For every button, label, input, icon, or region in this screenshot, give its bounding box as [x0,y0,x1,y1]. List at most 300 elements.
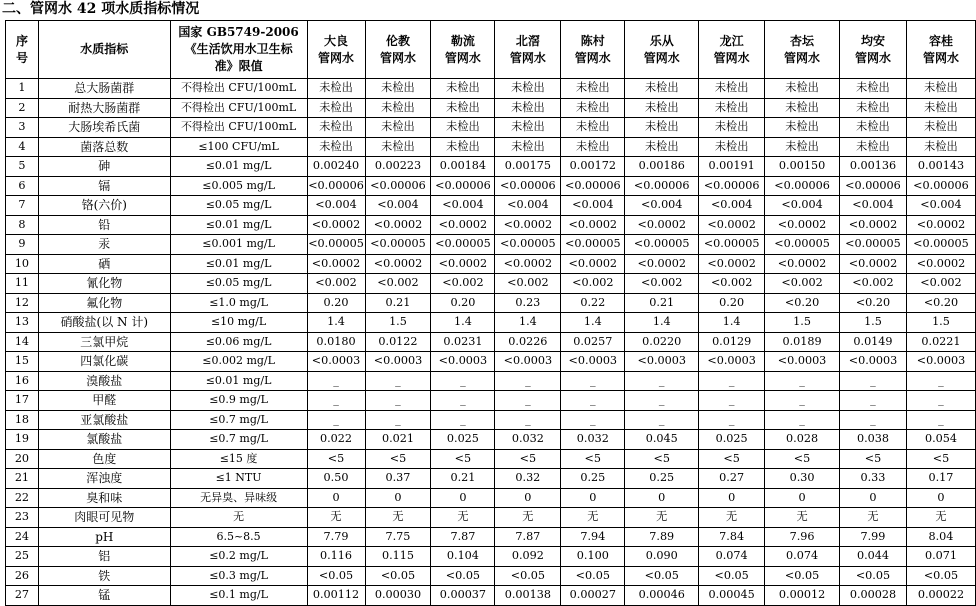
measured-value: 0 [625,488,699,508]
measured-value: 0.0149 [840,332,907,352]
measured-value: <0.0002 [840,215,907,235]
row-number: 4 [6,137,39,157]
measured-value: <0.0003 [840,352,907,372]
measured-value: _ [495,410,561,430]
standard-limit: ≤0.7 mg/L [170,410,307,430]
standard-limit: ≤0.7 mg/L [170,430,307,450]
measured-value: 未检出 [625,98,699,118]
measured-value: 0.20 [699,293,765,313]
measured-value: 0 [495,488,561,508]
measured-value: <5 [765,449,840,469]
measured-value: 未检出 [431,79,495,99]
indicator-name: 锰 [38,586,170,606]
standard-limit: ≤0.06 mg/L [170,332,307,352]
measured-value: 7.84 [699,527,765,547]
measured-value: <0.20 [840,293,907,313]
row-number: 12 [6,293,39,313]
measured-value: 1.4 [307,313,365,333]
measured-value: <0.0002 [699,254,765,274]
table-row [6,118,976,138]
measured-value: _ [625,410,699,430]
measured-value: <0.002 [495,274,561,294]
measured-value: 7.96 [765,527,840,547]
measured-value: <0.0003 [906,352,975,372]
measured-value: <0.0002 [561,254,625,274]
standard-limit: ≤0.01 mg/L [170,254,307,274]
row-number: 16 [6,371,39,391]
measured-value: 1.5 [906,313,975,333]
header-site: 陈村 管网水 [561,21,625,79]
measured-value: 0.25 [625,469,699,489]
indicator-name: 铬(六价) [38,196,170,216]
measured-value: _ [561,410,625,430]
measured-value: 0.37 [365,469,431,489]
measured-value: 1.4 [561,313,625,333]
indicator-name: 三氯甲烷 [38,332,170,352]
measured-value: <0.0003 [765,352,840,372]
header-site: 均安 管网水 [840,21,907,79]
measured-value: 未检出 [495,98,561,118]
water-quality-table [5,20,976,606]
measured-value: 1.5 [365,313,431,333]
measured-value: <5 [906,449,975,469]
measured-value: 0 [307,488,365,508]
indicator-name: 氰化物 [38,274,170,294]
measured-value: <0.05 [699,566,765,586]
measured-value: 未检出 [307,118,365,138]
standard-limit: ≤0.05 mg/L [170,196,307,216]
measured-value: 0.038 [840,430,907,450]
indicator-name: 四氯化碳 [38,352,170,372]
measured-value: 0.0180 [307,332,365,352]
table-row [6,566,976,586]
measured-value: 未检出 [699,79,765,99]
standard-limit: ≤0.2 mg/L [170,547,307,567]
measured-value: _ [561,371,625,391]
measured-value: <5 [495,449,561,469]
table-row [6,430,976,450]
row-number: 9 [6,235,39,255]
measured-value: 未检出 [699,118,765,138]
measured-value: 1.4 [699,313,765,333]
measured-value: 未检出 [906,118,975,138]
measured-value: 0.092 [495,547,561,567]
measured-value: 未检出 [840,137,907,157]
measured-value: 0.090 [625,547,699,567]
measured-value: 未检出 [625,118,699,138]
measured-value: 无 [625,508,699,528]
measured-value: 0.074 [765,547,840,567]
measured-value: <0.0003 [365,352,431,372]
measured-value: 0.032 [495,430,561,450]
indicator-name: 氯酸盐 [38,430,170,450]
measured-value: 0.00143 [906,157,975,177]
measured-value: 0.00186 [625,157,699,177]
measured-value: <0.05 [840,566,907,586]
measured-value: <0.0002 [495,254,561,274]
measured-value: 7.79 [307,527,365,547]
measured-value: 0.074 [699,547,765,567]
row-number: 7 [6,196,39,216]
table-row [6,586,976,606]
measured-value: <0.002 [431,274,495,294]
row-number: 19 [6,430,39,450]
measured-value: <0.0002 [307,215,365,235]
measured-value: <5 [561,449,625,469]
measured-value: _ [699,371,765,391]
measured-value: <0.0003 [307,352,365,372]
measured-value: <0.004 [561,196,625,216]
indicator-name: 铁 [38,566,170,586]
table-row [6,293,976,313]
indicator-name: 浑浊度 [38,469,170,489]
measured-value: <0.0002 [765,254,840,274]
header-standard: 国家 GB5749-2006 《生活饮用水卫生标 准》限值 [170,21,307,79]
measured-value: 未检出 [561,137,625,157]
row-number: 22 [6,488,39,508]
measured-value: 0.0189 [765,332,840,352]
row-number: 18 [6,410,39,430]
measured-value: <0.002 [561,274,625,294]
header-site: 龙江 管网水 [699,21,765,79]
measured-value: 0.00223 [365,157,431,177]
measured-value: 0.23 [495,293,561,313]
table-row [6,137,976,157]
measured-value: <0.002 [365,274,431,294]
measured-value: <0.002 [699,274,765,294]
row-number: 27 [6,586,39,606]
measured-value: <0.00005 [365,235,431,255]
measured-value: _ [495,391,561,411]
measured-value: <0.0002 [765,215,840,235]
measured-value: <0.00005 [840,235,907,255]
table-row [6,391,976,411]
measured-value: <0.00005 [431,235,495,255]
measured-value: <0.05 [906,566,975,586]
indicator-name: 臭和味 [38,488,170,508]
measured-value: <0.004 [625,196,699,216]
measured-value: 未检出 [365,137,431,157]
measured-value: 0.104 [431,547,495,567]
measured-value: <5 [307,449,365,469]
measured-value: 未检出 [431,118,495,138]
measured-value: 未检出 [365,79,431,99]
measured-value: <0.002 [840,274,907,294]
measured-value: <0.004 [307,196,365,216]
header-site: 勒流 管网水 [431,21,495,79]
measured-value: 无 [906,508,975,528]
table-row [6,79,976,99]
indicator-name: pH [38,527,170,547]
measured-value: _ [431,391,495,411]
measured-value: <0.05 [365,566,431,586]
measured-value: 未检出 [840,98,907,118]
measured-value: 0.00046 [625,586,699,606]
measured-value: 未检出 [906,98,975,118]
measured-value: 0.21 [365,293,431,313]
table-row [6,352,976,372]
measured-value: 0.0231 [431,332,495,352]
measured-value: _ [906,391,975,411]
measured-value: _ [765,371,840,391]
measured-value: <0.00005 [561,235,625,255]
measured-value: 未检出 [765,79,840,99]
indicator-name: 硒 [38,254,170,274]
measured-value: 无 [307,508,365,528]
indicator-name: 铅 [38,215,170,235]
row-number: 2 [6,98,39,118]
measured-value: 7.94 [561,527,625,547]
measured-value: 未检出 [906,137,975,157]
measured-value: <0.004 [431,196,495,216]
measured-value: 0 [840,488,907,508]
table-row [6,196,976,216]
measured-value: 未检出 [840,118,907,138]
standard-limit: ≤0.9 mg/L [170,391,307,411]
measured-value: <0.0002 [431,254,495,274]
measured-value: 未检出 [365,118,431,138]
table-row [6,332,976,352]
measured-value: 7.99 [840,527,907,547]
measured-value: _ [431,371,495,391]
measured-value: 无 [840,508,907,528]
measured-value: 未检出 [625,137,699,157]
measured-value: 0.0220 [625,332,699,352]
table-row [6,254,976,274]
measured-value: 无 [495,508,561,528]
indicator-name: 汞 [38,235,170,255]
measured-value: 0.21 [625,293,699,313]
measured-value: <0.0002 [431,215,495,235]
table-row [6,313,976,333]
measured-value: <0.05 [431,566,495,586]
measured-value: <0.00006 [307,176,365,196]
measured-value: <5 [365,449,431,469]
row-number: 3 [6,118,39,138]
measured-value: 0.025 [431,430,495,450]
measured-value: 未检出 [840,79,907,99]
table-row [6,527,976,547]
measured-value: 未检出 [765,98,840,118]
row-number: 21 [6,469,39,489]
measured-value: 0.27 [699,469,765,489]
measured-value: 0.00112 [307,586,365,606]
indicator-name: 甲醛 [38,391,170,411]
table-row [6,547,976,567]
measured-value: 无 [699,508,765,528]
measured-value: 7.87 [495,527,561,547]
measured-value: 7.75 [365,527,431,547]
measured-value: _ [699,410,765,430]
measured-value: 0 [561,488,625,508]
measured-value: 0.028 [765,430,840,450]
measured-value: <0.002 [765,274,840,294]
measured-value: 0.100 [561,547,625,567]
measured-value: _ [307,391,365,411]
measured-value: 7.89 [625,527,699,547]
standard-limit: 无异臭、异味级 [170,488,307,508]
row-number: 24 [6,527,39,547]
table-row [6,98,976,118]
measured-value: 未检出 [699,98,765,118]
row-number: 5 [6,157,39,177]
measured-value: 0 [365,488,431,508]
standard-limit: ≤0.01 mg/L [170,371,307,391]
measured-value: 未检出 [561,118,625,138]
measured-value: 0.022 [307,430,365,450]
measured-value: 0.054 [906,430,975,450]
header-site: 伦教 管网水 [365,21,431,79]
measured-value: _ [307,410,365,430]
measured-value: 0.021 [365,430,431,450]
measured-value: 0.071 [906,547,975,567]
measured-value: <0.00006 [765,176,840,196]
indicator-name: 氟化物 [38,293,170,313]
measured-value: 0.116 [307,547,365,567]
standard-limit: ≤0.001 mg/L [170,235,307,255]
measured-value: <0.004 [765,196,840,216]
measured-value: 未检出 [561,98,625,118]
measured-value: 0.0129 [699,332,765,352]
measured-value: 0.00175 [495,157,561,177]
measured-value: _ [365,410,431,430]
standard-limit: ≤100 CFU/mL [170,137,307,157]
indicator-name: 菌落总数 [38,137,170,157]
indicator-name: 大肠埃希氏菌 [38,118,170,138]
measured-value: _ [699,391,765,411]
measured-value: <0.05 [765,566,840,586]
measured-value: 0.0122 [365,332,431,352]
standard-limit: 6.5~8.5 [170,527,307,547]
measured-value: <0.004 [365,196,431,216]
indicator-name: 耐热大肠菌群 [38,98,170,118]
measured-value: 未检出 [699,137,765,157]
measured-value: 0 [906,488,975,508]
standard-limit: ≤15 度 [170,449,307,469]
header-site: 大良 管网水 [307,21,365,79]
measured-value: <5 [699,449,765,469]
measured-value: <0.05 [495,566,561,586]
measured-value: 0.025 [699,430,765,450]
measured-value: 0.32 [495,469,561,489]
measured-value: 0.044 [840,547,907,567]
measured-value: <0.002 [906,274,975,294]
header-site: 容桂 管网水 [906,21,975,79]
measured-value: <0.004 [699,196,765,216]
standard-limit: ≤10 mg/L [170,313,307,333]
row-number: 15 [6,352,39,372]
table-row [6,488,976,508]
measured-value: 无 [765,508,840,528]
measured-value: 0.22 [561,293,625,313]
row-number: 23 [6,508,39,528]
measured-value: 1.4 [495,313,561,333]
indicator-name: 亚氯酸盐 [38,410,170,430]
measured-value: 0.00138 [495,586,561,606]
measured-value: <0.004 [906,196,975,216]
page-title: 二、管网水 42 项水质指标情况 [2,1,200,17]
header-indicator: 水质指标 [38,21,170,79]
standard-limit: ≤0.3 mg/L [170,566,307,586]
standard-limit: ≤0.002 mg/L [170,352,307,372]
row-number: 8 [6,215,39,235]
measured-value: <0.00005 [765,235,840,255]
measured-value: <5 [625,449,699,469]
measured-value: 0.33 [840,469,907,489]
measured-value: <0.0002 [365,254,431,274]
measured-value: _ [765,391,840,411]
row-number: 13 [6,313,39,333]
row-number: 10 [6,254,39,274]
measured-value: 未检出 [307,79,365,99]
measured-value: <0.00005 [625,235,699,255]
table-row [6,235,976,255]
measured-value: 0.032 [561,430,625,450]
measured-value: <0.0003 [561,352,625,372]
measured-value: <0.0002 [906,215,975,235]
measured-value: 未检出 [625,79,699,99]
measured-value: 未检出 [431,137,495,157]
measured-value: _ [431,410,495,430]
measured-value: <0.00006 [906,176,975,196]
table-row [6,410,976,430]
measured-value: 未检出 [906,79,975,99]
row-number: 11 [6,274,39,294]
measured-value: <5 [431,449,495,469]
measured-value: _ [840,410,907,430]
measured-value: 0.25 [561,469,625,489]
table-row [6,508,976,528]
measured-value: 0.00136 [840,157,907,177]
measured-value: <0.00006 [431,176,495,196]
measured-value: 0 [765,488,840,508]
measured-value: 0.0226 [495,332,561,352]
standard-limit: 无 [170,508,307,528]
measured-value: _ [625,371,699,391]
table-row [6,176,976,196]
measured-value: <0.20 [906,293,975,313]
measured-value: <0.05 [561,566,625,586]
indicator-name: 总大肠菌群 [38,79,170,99]
measured-value: <0.00005 [307,235,365,255]
standard-limit: ≤1 NTU [170,469,307,489]
measured-value: 0.20 [307,293,365,313]
measured-value: _ [365,391,431,411]
measured-value: <0.20 [765,293,840,313]
measured-value: 未检出 [765,137,840,157]
measured-value: <0.05 [307,566,365,586]
measured-value: <0.0003 [495,352,561,372]
measured-value: <0.0002 [495,215,561,235]
measured-value: _ [495,371,561,391]
measured-value: _ [307,371,365,391]
measured-value: <0.0002 [365,215,431,235]
standard-limit: ≤0.01 mg/L [170,157,307,177]
standard-limit: ≤0.01 mg/L [170,215,307,235]
standard-limit: ≤1.0 mg/L [170,293,307,313]
row-number: 17 [6,391,39,411]
measured-value: 0.20 [431,293,495,313]
measured-value: 0.00184 [431,157,495,177]
measured-value: <0.004 [840,196,907,216]
measured-value: <0.00006 [495,176,561,196]
measured-value: <0.00005 [699,235,765,255]
measured-value: 0.00030 [365,586,431,606]
indicator-name: 溴酸盐 [38,371,170,391]
measured-value: <0.0003 [699,352,765,372]
standard-limit: 不得检出 CFU/100mL [170,79,307,99]
measured-value: 0.00150 [765,157,840,177]
